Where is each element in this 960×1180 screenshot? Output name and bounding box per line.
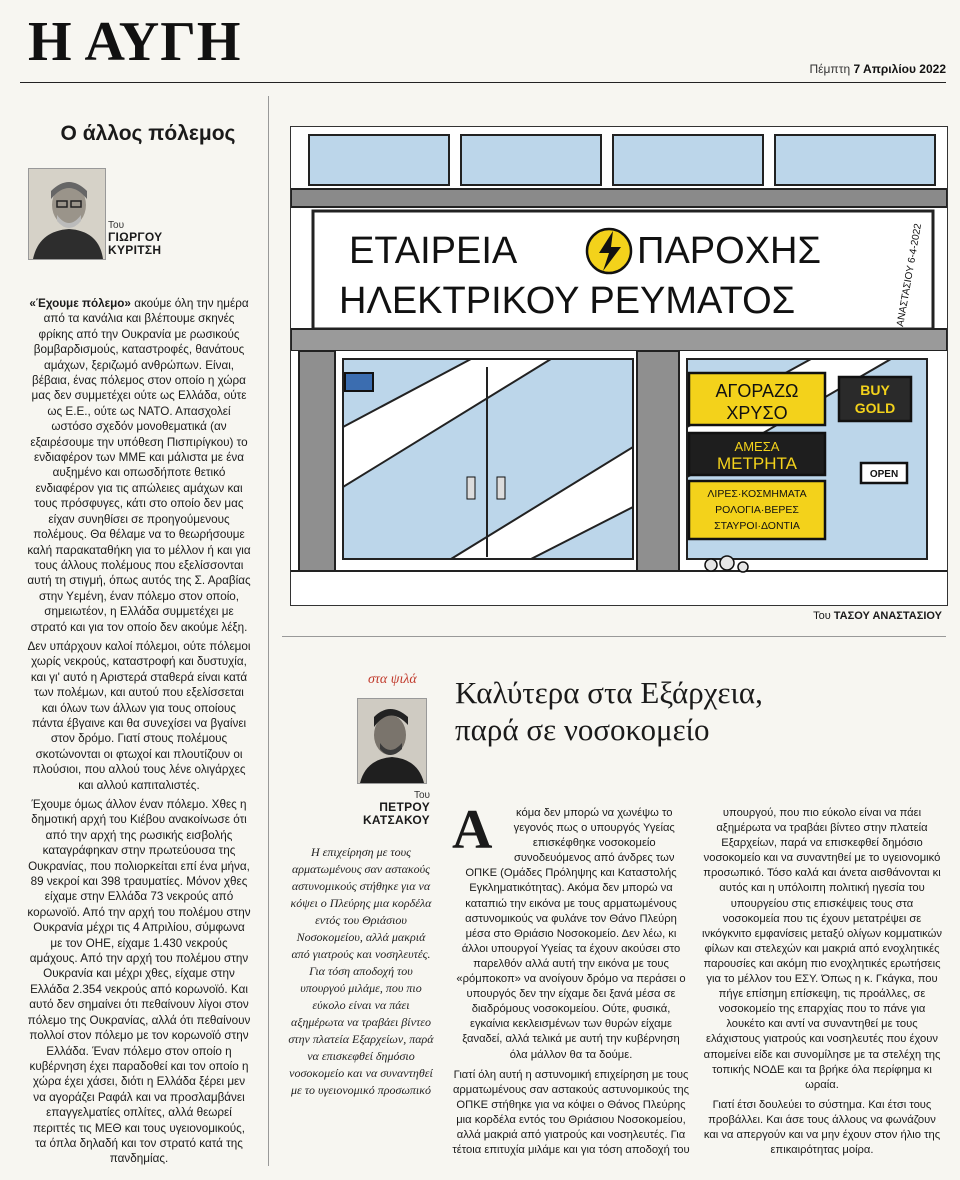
ad-items-line1: ΛΙΡΕΣ·ΚΟΣΜΗΜΑΤΑ (707, 488, 807, 500)
article-byline (362, 790, 430, 827)
open-sign: OPEN (869, 469, 899, 480)
author-portrait-icon (29, 169, 105, 259)
ad-items-line2: ΡΟΛΟΓΙΑ·ΒΕΡΕΣ (715, 504, 799, 516)
byline-author-last: ΚΑΤΣΑΚΟΥ (362, 813, 430, 827)
column-byline (108, 220, 168, 257)
credit-name: ΤΑΣΟΥ ΑΝΑΣΤΑΣΙΟΥ (833, 610, 942, 622)
article-column-2 (702, 806, 942, 1163)
cartoon-signature: ΑΝΑΣΤΑΣΙΟΥ 6-4-2022 (895, 222, 925, 328)
masthead-rule (20, 82, 946, 83)
article-paragraph (452, 799, 690, 1063)
author-photo-katsakos (357, 698, 427, 784)
ad-cash-line2: ΜΕΤΡΗΤΑ (717, 454, 797, 473)
cartoon-drawing (291, 127, 947, 605)
article-paragraph-text: κόμα δεν μπορώ να χωνέψω το γεγονός πως ο υπουργός Υγείας επισκέφθηκε νοσοκομείο συνοδευόμενος από άνδρες των ΟΠΚΕ (Ομάδες Πρόληψης και Καταστολής Εγκληματικότητας). Ακόμα δεν μπορώ να καταπιώ την εικόνα με τους αρματωμένους αστυνομικούς να φυλάνε τον Θάνο Πλεύρη μέσα στο Θριάσιο Νοσοκομείο. Δεν λέω, κι άλλοι υπουργοί Υγείας τα έχουν ακούσει στο παρελθόν αλλά αυτή την εικόνα με τους «ρόμποκοπ» να ανοίγουν δρόμο να περάσει ο υπουργός δεν την είχαμε δει ξανά μέσα σε διαδρόμους νοσοκομείου. Ούτε, φυσικά, εγκαίνια κεκλεισμένων των θυρών είχαμε ξαναδεί, αλλά τελικά με αυτή την κυβέρνηση όλα μάλλον θα τα δούμε. (456, 807, 686, 1061)
article-paragraph: υπουργού, που πιο εύκολο είναι να πάει αξημέρωτα να τραβάει βίντεο στην πλατεία Εξαρχείων, παρά να επισκεφθεί δημόσιο νοσοκομείο και να συναντηθεί με το υγειονομικό προσωπικό. Τόσο καλά και άνετα αισθάνονται κι αυτός και η υπόλοιπη πολιτική ηγεσία του υπουργείου στις επισκέψεις τους στα νοσοκομεία που τις έχουν μετατρέψει σε ινκόγκνιτο εμφανίσεις μεταξύ ολίγων κομματικών φίλων και στελεχών και μακριά από ενοχλητικές παρουσίες και ακόμη πιο ενοχλητικές ερωτήσεις για το μέλλον του ΕΣΥ. Όπως η κ. Γκάγκα, που πήγε επίσημη επίσκεψη, τις προάλλες, σε νοσοκομείο της επαρχίας που το πάνε για λουκέτο και αντί να συναντηθεί με τους ελάχιστους γιατρούς και νοσηλευτές που έχουν απομείνει είδε και συνομίλησε με τα στελέχη της τοπικής ΝΟΔΕ και τα βρήκε όλα περίφημα κι ωραία. (702, 807, 942, 1091)
article-column-1 (452, 799, 690, 1163)
column-lead: «Έχουμε πόλεμο» (29, 297, 131, 310)
drop-cap: Α (452, 799, 493, 861)
ad-buy-gold-en-line1: BUY (860, 382, 890, 398)
ad-buy-gold-gr-line2: ΧΡΥΣΟ (726, 403, 788, 423)
article-title (455, 674, 945, 748)
column-paragraph: Έχουμε όμως άλλον έναν πόλεμο. Χθες η δημοτική αρχή του Κιέβου ανακοίνωσε ότι από την αρχή της ρωσικής εισβολής καταγράφηκαν στην πρωτεύουσα της Ουκρανίας, που πολιορκείται επί ένα μήνα, 89 νεκροί και 398 τραυματίες. Μόνον χθες είχαμε στην Ελλάδα 73 νεκρούς από κορωνοϊό. Από την αρχή του πολέμου στην Ουκρανία μέχρι τις 4 Απριλίου, σύμφωνα με τον ΟΗΕ, είχαμε 1.430 νεκρούς αμάχους. Από την αρχή του πολέμου στην Ουκρανία και μέχρι χθες, είχαμε στην Ελλάδα 2.354 νεκρούς από κορωνοϊό. Και αυτό δεν σημαίνει ότι πεθαίνουν λίγοι στον πόλεμο της Ουκρανίας, αλλά ότι πεθαίνουν πολλοί στον πόλεμο με τον κορωνοϊό στην Ελλάδα. Έναν πόλεμο στον οποίο η κυβέρνηση έχει παραδοθεί και τον οποίο η χώρα έχει χάσει, διότι η Ελλάδα ξέρει μεν να αγοράζει Ραφάλ και να προσλαμβάνει επαγγελματίες οπλίτες, αλλά θεωρεί περιττές τις ΜΕΘ και τους υγειονομικούς, τα όπλα δηλαδή και τον στρατό κατά της πανδημίας. (27, 798, 251, 1166)
article-paragraph: Γιατί έτσι δουλεύει το σύστημα. Και έτσι τους προβάλλει. Και άσε τους άλλους να φωνάζουν και να απεργούν και να μην έχουν στον ήλιο της επικαιρότητας μοίρα. (703, 1098, 941, 1157)
date-value: 7 Απριλίου 2022 (853, 62, 946, 76)
masthead: Η ΑΥΓΗ (28, 11, 242, 73)
sign-line1: ΕΤΑΙΡΕΙΑ (349, 230, 518, 272)
byline-prefix: Του (108, 220, 125, 231)
cartoon (290, 126, 948, 606)
lightning-icon (587, 229, 631, 273)
section-label: στα ψιλά (368, 672, 417, 687)
article-title-line2: παρά σε νοσοκομείο (455, 712, 710, 747)
ad-cash-line1: ΑΜΕΣΑ (734, 439, 780, 454)
section-rule (282, 636, 946, 637)
sign-line2: ΗΛΕΚΤΡΙΚΟΥ ΡΕΥΜΑΤΟΣ (339, 280, 796, 322)
column-paragraph: Δεν υπάρχουν καλοί πόλεμοι, ούτε πόλεμοι χωρίς νεκρούς, καταστροφή και δυστυχία, και γι' αυτό η Αριστερά σταθερά είναι κατά των πολέμων, και αυτού που εξελίσσεται και όλων των άλλων για τους οποίους πάντα έβγαινε και θα συνεχίσει να βγαίνει στον δρόμο. Γιατί στους πολέμους σκοτώνονται οι φτωχοί και πλουτίζουν οι πλούσιοι, που αλλού τους λένε ολιγάρχες και αλλού καπιταλιστές. (27, 639, 251, 792)
sign-line1b: ΠΑΡΟΧΗΣ (637, 230, 821, 272)
pull-quote: Η επιχείρηση με τους αρματωμένους σαν αστακούς αστυνομικούς στήθηκε για να κόψει ο Πλεύρης μια κορδέλα εντός του Θριάσιου Νοσοκομείου, αλλά μακριά από γιατρούς και νοσηλευτές. Για τόση αποδοχή του υπουργού μιλάμε, που πιο εύκολο είναι να πάει αξημέρωτα να τραβάει βίντεο στην πλατεία Εξαρχείων, παρά να επισκεφθεί δημόσιο νοσοκομείο και να συναντηθεί με το υγειονομικό προσωπικό (288, 845, 434, 1097)
article-title-line1: Καλύτερα στα Εξάρχεια, (455, 675, 763, 710)
byline-author-last: ΚΥΡΙΤΣΗ (108, 243, 162, 257)
article-paragraph: Γιατί όλη αυτή η αστυνομική επιχείρηση με τους αρματωμένους σαν αστακούς αστυνομικούς της ΟΠΚΕ στήθηκε για να κόψει ο Θάνος Πλεύρης μια κορδέλα εντός του Θριάσιου Νοσοκομείου, αλλά μακριά από γιατρούς και νοσηλευτές. Για τέτοια επιτυχία μιλάμε και για τόση αποδοχή του (452, 1068, 690, 1157)
byline-prefix: Του (413, 790, 430, 801)
author-photo-kyritsis (28, 168, 106, 260)
column-divider (268, 96, 269, 1166)
ad-items-line3: ΣΤΑΥΡΟΙ·ΔΟΝΤΙΑ (714, 520, 800, 532)
column-body (26, 296, 252, 1171)
credit-prefix: Του (813, 610, 831, 622)
issue-date (810, 62, 947, 76)
column-paragraph (26, 296, 252, 635)
column-title: Ο άλλος πόλεμος (60, 122, 236, 145)
ad-buy-gold-en-line2: GOLD (854, 400, 896, 416)
byline-author-first: ΓΙΩΡΓΟΥ (108, 230, 163, 244)
cartoon-credit (813, 610, 942, 622)
ad-buy-gold-gr-line1: ΑΓΟΡΑΖΩ (715, 381, 799, 401)
byline-author-first: ΠΕΤΡΟΥ (379, 800, 430, 814)
author-portrait-icon (358, 699, 426, 783)
date-prefix: Πέμπτη (809, 62, 851, 76)
column-paragraph-text: ακούμε όλη την ημέρα από τα κανάλια και βλέπουμε σκηνές φρίκης από την Ουκρανία με ρωσικούς βομβαρδισμούς, καταστροφές, θανάτους αμάχων, ξεριζωμό ανθρώπων. Είναι, βέβαια, ένας πόλεμος στον οποίο η χώρα μας δεν συμμετέχει ούτε ως Ελλάδα, ούτε ως Ε.Ε., ούτε ως ΝΑΤΟ. Απασχολεί ωστόσο σχεδόν μονοθεματικά (αν εξαιρέσουμε την υπόθεση Πισπιρίγκου) το ενδιαφέρον των ΜΜΕ και μάλιστα με ένα αυξημένο και οπωσδήποτε θετικό ενδιαφέρον για τις απώλειες αμάχων και τους πρόσφυγες, κάτι στο οποίο δεν μας είχαν συνηθίσει σε προηγούμενους πολέμους. Θα θέλαμε να το θεωρήσουμε καλή παρακαταθήκη για το μέλλον ή και για τους άλλους πολέμους που εξελίσσονται αυτή τη στιγμή, όπως αυτός της Σ. Αραβίας στην Υεμένη, έναν πόλεμο στον οποίο, σημειωτέον, η Ελλάδα συμμετέχει με στρατό και για τον οποίο δεν ακούμε λέξη. (27, 297, 251, 634)
